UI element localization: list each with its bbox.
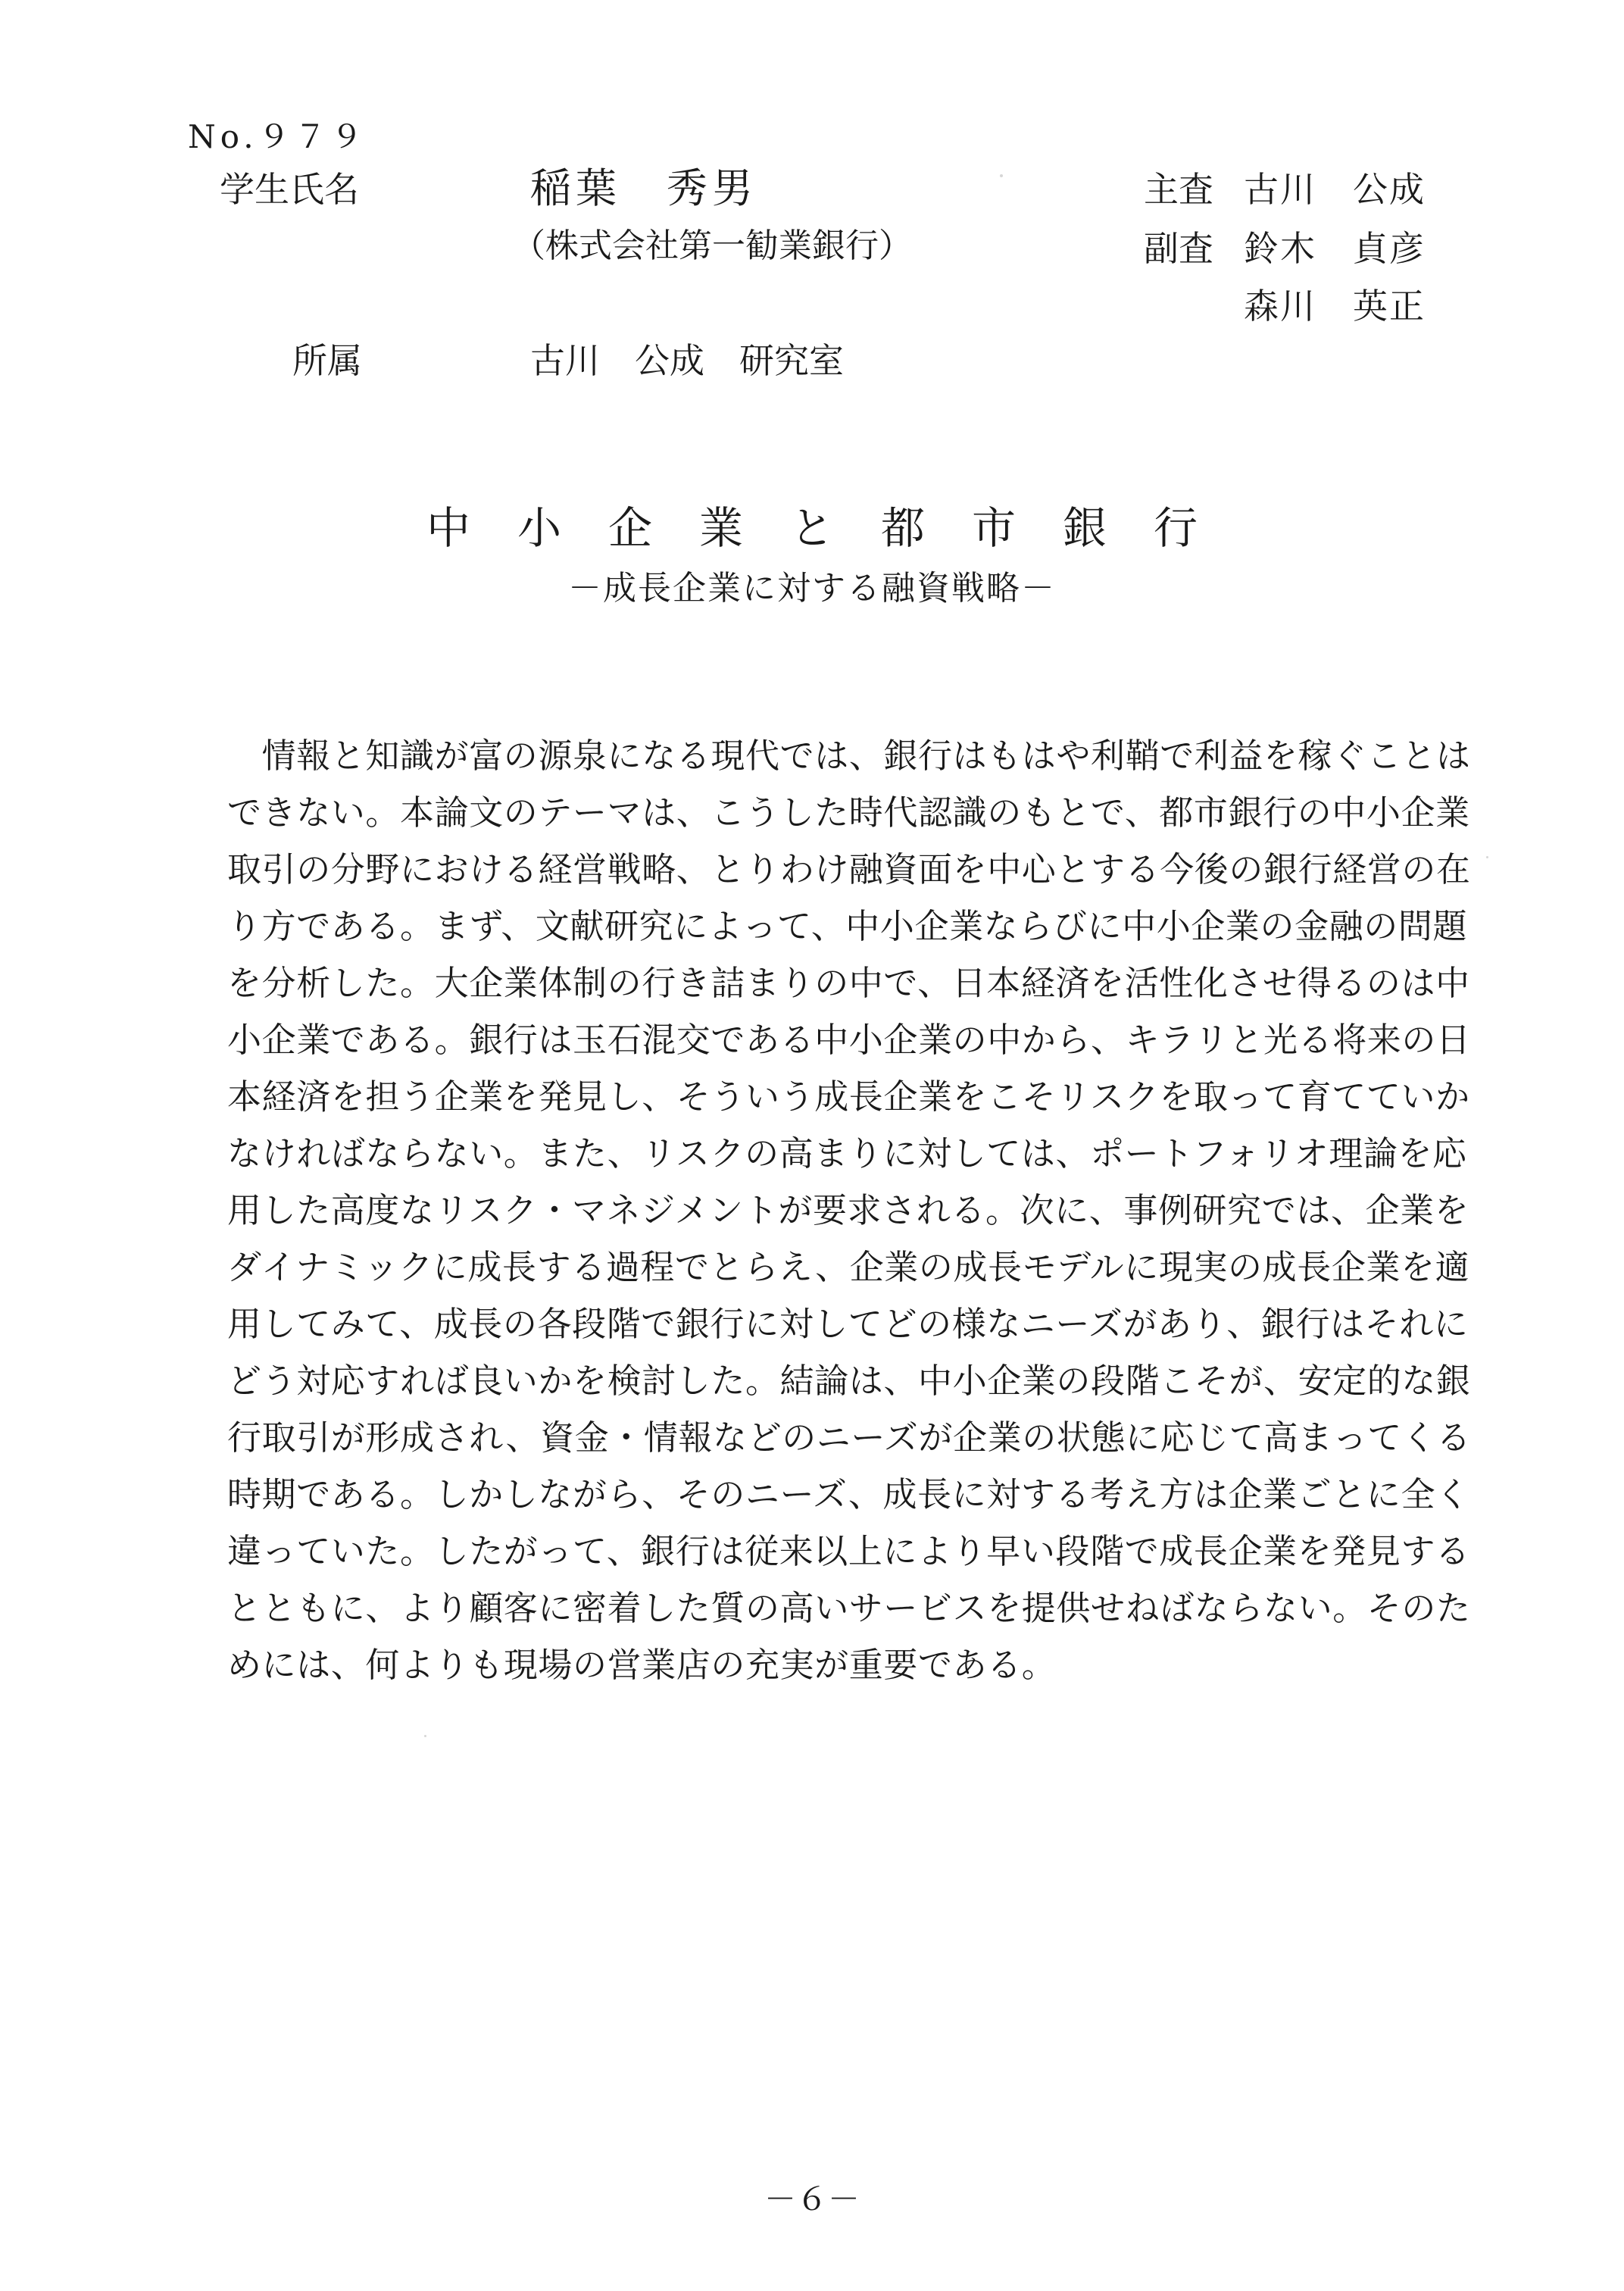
- chief-examiner-role: 主査: [1144, 169, 1213, 210]
- abstract-body: [227, 727, 1472, 1693]
- abstract-line: 行取引が形成され、資金・情報などのニーズが企業の状態に応じて高まってくる: [227, 1417, 1472, 1458]
- paper-subtitle: －成長企業に対する融資戦略－: [568, 569, 1056, 608]
- abstract-line: 違っていた。したがって、銀行は従来以上により早い段階で成長企業を発見する: [227, 1531, 1470, 1571]
- student-name: 稲葉 秀男: [530, 164, 757, 212]
- affiliation-value: 古川 公成 研究室: [530, 340, 844, 381]
- document-number: No.９７９: [188, 118, 367, 155]
- abstract-line: 用した高度なリスク・マネジメントが要求される。次に、事例研究では、企業を: [227, 1190, 1469, 1230]
- student-name-label: 学生氏名: [220, 169, 359, 210]
- vice-examiner-role: 副査: [1144, 228, 1213, 269]
- chief-examiner-row: [1144, 162, 1426, 212]
- vice-examiner-row-1: [1144, 221, 1426, 271]
- student-organization: （株式会社第一勧業銀行）: [512, 227, 912, 265]
- abstract-line: 情報と知識が富の源泉になる現代では、銀行はもはや利鞘で利益を稼ぐことは: [227, 736, 1471, 776]
- scan-speck: [1486, 856, 1488, 858]
- vice-examiner-role-spacer: [1144, 279, 1216, 329]
- abstract-line: とともに、より顧客に密着した質の高いサービスを提供せねばならない。そのた: [227, 1588, 1471, 1628]
- affiliation-label: 所属: [292, 340, 362, 381]
- page-number: －６－: [764, 2180, 860, 2218]
- abstract-line: できない。本論文のテーマは、こうした時代認識のもとで、都市銀行の中小企業: [227, 792, 1470, 833]
- vice-examiner-name-2: 森川 英正: [1244, 286, 1426, 327]
- abstract-line: り方である。まず、文献研究によって、中小企業ならびに中小企業の金融の問題: [227, 906, 1468, 946]
- abstract-line: どう対応すれば良いかを検討した。結論は、中小企業の段階こそが、安定的な銀: [227, 1361, 1471, 1401]
- vice-examiner-row-2: [1144, 279, 1426, 329]
- abstract-line: 小企業である。銀行は玉石混交である中小企業の中から、キラリと光る将来の日: [227, 1020, 1471, 1060]
- scan-speck: [424, 1735, 426, 1737]
- paper-title: 中小企業と都市銀行: [426, 502, 1245, 554]
- abstract-line: 用してみて、成長の各段階で銀行に対してどの様なニーズがあり、銀行はそれに: [227, 1304, 1469, 1344]
- abstract-line: めには、何よりも現場の営業店の充実が重要である。: [227, 1645, 1057, 1685]
- abstract-line: 取引の分野における経営戦略、とりわけ融資面を中心とする今後の銀行経営の在: [227, 849, 1471, 889]
- abstract-line: ダイナミックに成長する過程でとらえ、企業の成長モデルに現実の成長企業を適: [227, 1247, 1470, 1287]
- chief-examiner-name: 古川 公成: [1244, 169, 1426, 210]
- abstract-line: 本経済を担う企業を発見し、そういう成長企業をこそリスクを取って育てていか: [227, 1077, 1470, 1117]
- vice-examiner-name-1: 鈴木 貞彦: [1244, 228, 1426, 269]
- scan-speck: [1000, 174, 1003, 177]
- abstract-line: 時期である。しかしながら、そのニーズ、成長に対する考え方は企業ごとに全く: [227, 1474, 1470, 1514]
- abstract-line: なければならない。また、リスクの高まりに対しては、ポートフォリオ理論を応: [227, 1133, 1467, 1174]
- abstract-line: を分析した。大企業体制の行き詰まりの中で、日本経済を活性化させ得るのは中: [227, 963, 1470, 1003]
